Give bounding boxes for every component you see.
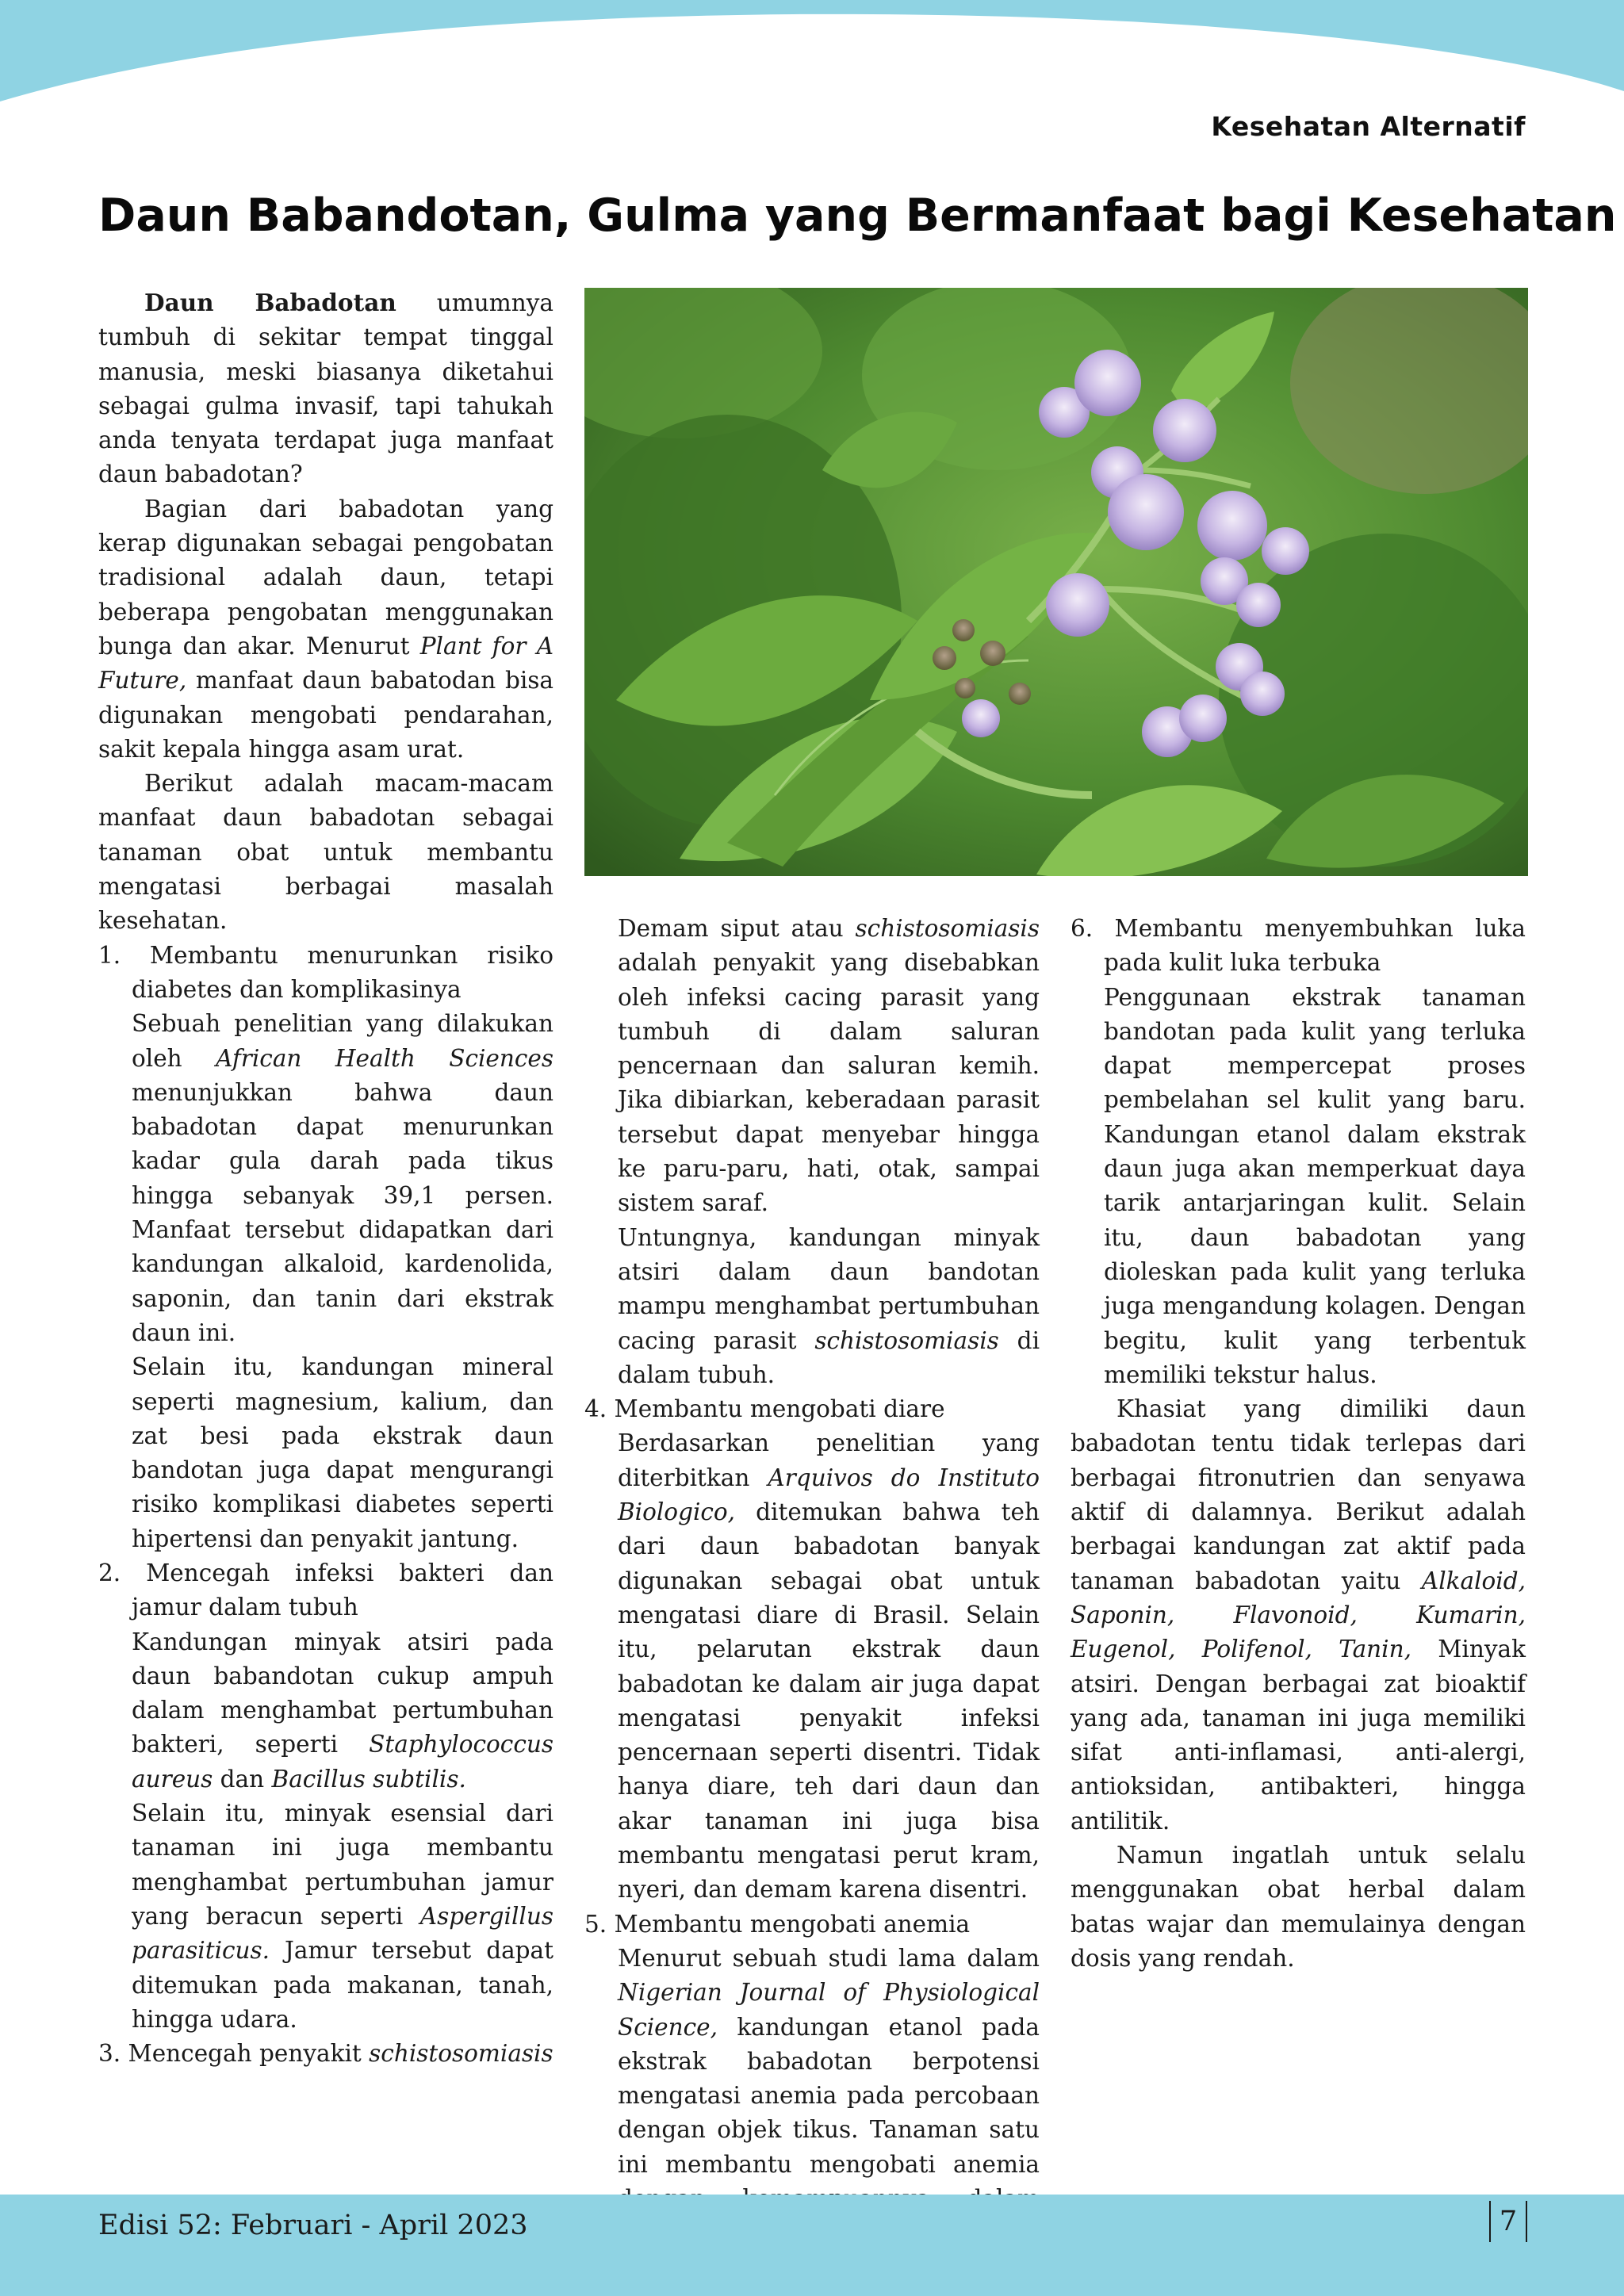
italic-text: Plant for A Future, [98, 632, 553, 695]
article-paragraph [98, 1556, 553, 1625]
text-run: Bagian dari babadotan yang kerap digunakan sebagai pengobatan tradisional adalah daun, tetapi beberapa pengobatan menggunakan bunga dan akar. Menurut [98, 495, 553, 660]
text-run: Sebuah penelitian yang dilakukan oleh [132, 1010, 553, 1072]
text-run: Selain itu, kandungan mineral seperti magnesium, kalium, dan zat besi pada ekstrak daun bandotan juga dapat mengurangi risiko komplikasi diabetes seperti hipertensi dan penyakit jantung. [132, 1353, 553, 1552]
text-run: di dalam tubuh. [618, 1326, 1040, 1388]
text-run: 6. Membantu menyembuhkan luka pada kulit luka terbuka [1071, 915, 1526, 977]
article-title: Daun Babandotan, Gulma yang Bermanfaat bagi Kesehatan [98, 189, 1617, 242]
column-2 [584, 912, 1040, 2285]
text-run: menunjukkan bahwa daun babadotan dapat menurunkan kadar gula darah pada tikus hingga sebanyak 39,1 persen. Manfaat tersebut didapatkan dari kandungan alkaloid, kardenolida, saponin, dan tanin dari ekstrak daun ini. [132, 1078, 553, 1346]
italic-text: Bacillus subtilis. [271, 1765, 466, 1793]
text-run: Khasiat yang dimiliki daun babadotan tentu tidak terlepas dari berbagai fitronutrien dan senyawa aktif di dalamnya. Berikut adalah berbagai kandungan zat aktif pada tanaman babadotan yaitu [1071, 1395, 1526, 1594]
article-paragraph [98, 1625, 553, 1797]
edition-label: Edisi 52: Februari - April 2023 [98, 2210, 528, 2241]
text-run: Kandungan minyak atsiri pada daun babandotan cukup ampuh dalam menghambat pertumbuhan bakteri, seperti [132, 1628, 553, 1758]
italic-text: Aspergillus parasiticus. [132, 1902, 553, 1965]
article-paragraph [98, 767, 553, 938]
italic-text: Staphylococcus aureus [132, 1731, 553, 1793]
text-run: Minyak atsiri. Dengan berbagai zat bioaktif yang ada, tanaman ini juga memiliki sifat anti-inflamasi, anti-alergi, antioksidan, antibakteri, hingga antilitik. [1071, 1636, 1526, 1835]
article-paragraph [98, 939, 553, 1008]
text-run: 3. Mencegah penyakit [98, 2040, 370, 2068]
article-paragraph [1071, 1839, 1526, 1976]
text-run: Berikut adalah macam-macam manfaat daun babadotan sebagai tanaman obat untuk membantu mengatasi berbagai masalah kesehatan. [98, 770, 553, 935]
text-run: Selain itu, minyak esensial dari tanaman ini juga membantu menghambat pertumbuhan jamur yang beracun seperti [132, 1800, 553, 1930]
column-1 [98, 285, 553, 2071]
italic-text: African Health Sciences [216, 1044, 554, 1072]
column-3 [1071, 912, 1526, 1976]
article-paragraph [1071, 912, 1526, 981]
plant-photo [584, 288, 1528, 876]
article-paragraph [584, 1426, 1040, 1907]
article-paragraph [98, 1797, 553, 2037]
text-run: Demam siput atau [618, 915, 856, 942]
article-paragraph [98, 492, 553, 767]
article-paragraph [98, 285, 553, 492]
article-paragraph [98, 2037, 553, 2071]
article-paragraph [584, 1392, 1040, 1426]
text-run: 4. Membantu mengobati diare [584, 1395, 945, 1423]
article-paragraph [584, 912, 1040, 1221]
article-paragraph [584, 1221, 1040, 1392]
text-run: 2. Mencegah infeksi bakteri dan jamur dalam tubuh [98, 1559, 553, 1621]
article-paragraph [1071, 981, 1526, 1393]
text-run: ditemukan bahwa teh dari daun babadotan banyak digunakan sebagai obat untuk mengatasi diare di Brasil. Selain itu, pelarutan ekstrak daun babadotan ke dalam air juga dapat mengatasi penyakit infeksi pencernaan seperti disentri. Tidak hanya diare, teh dari daun dan akar tanaman ini juga bisa membantu mengatasi perut kram, nyeri, dan demam karena disentri. [618, 1498, 1040, 1904]
text-run: kandungan etanol pada ekstrak babadotan berpotensi mengatasi anemia pada percobaan dengan objek tikus. Tanaman satu ini membantu mengobati anemia [618, 2013, 1040, 2178]
text-run: Untungnya, kandungan minyak atsiri dalam daun bandotan mampu menghambat pertumbuhan cacing parasit [618, 1223, 1040, 1354]
italic-text: Arquivos do Instituto Biologico, [618, 1464, 1040, 1526]
text-run: dan [213, 1765, 272, 1793]
text-run: 1. Membantu menurunkan risiko diabetes dan komplikasinya [98, 941, 553, 1003]
italic-text: Nigerian Journal of Physiological Science, [618, 1979, 1040, 2041]
text-run: Penggunaan ekstrak tanaman bandotan pada kulit yang terluka dapat mempercepat proses pembelahan sel kulit yang baru. Kandungan etanol dalam ekstrak daun juga akan memperkuat daya tarik antarjaringan kulit. Selain itu, daun babadotan yang dioleskan pada kulit yang terluka juga mengandung kolagen. Dengan begitu, kulit yang terbentuk memiliki tekstur halus. [1104, 983, 1526, 1388]
article-paragraph [1071, 1392, 1526, 1839]
text-run: Berdasarkan penelitian yang diterbitkan [618, 1429, 1040, 1491]
article-paragraph [98, 1350, 553, 1556]
header-wave [0, 0, 1624, 111]
section-label: Kesehatan Alternatif [1211, 111, 1526, 142]
text-run: Namun ingatlah untuk selalu menggunakan obat herbal dalam batas wajar dan memulainya dengan dosis yang rendah. [1071, 1842, 1526, 1972]
text-run: 5. Membantu mengobati anemia [584, 1910, 971, 1938]
babadotan-plant-illustration [584, 288, 1528, 876]
text-run: Jamur tersebut dapat ditemukan pada makanan, tanah, hingga udara. [132, 1937, 553, 2033]
article-paragraph [584, 1908, 1040, 1942]
text-run: adalah penyakit yang disebabkan oleh infeksi cacing parasit yang tumbuh di dalam saluran pencernaan dan saluran kemih. Jika dibiarkan, keberadaan parasit tersebut dapat menyebar hingga ke paru-paru, hati, otak, sampai sistem saraf. [618, 949, 1040, 1217]
text-run: umumnya tumbuh di sekitar tempat tinggal manusia, meski biasanya diketahui sebagai gulma invasif, tapi tahukah anda tenyata terdapat juga manfaat daun babadotan? [98, 289, 553, 488]
italic-text: schistosomiasis [855, 915, 1040, 942]
article-paragraph [98, 1007, 553, 1350]
italic-text: schistosomiasis [369, 2040, 553, 2068]
italic-text: schistosomiasis [814, 1326, 999, 1354]
text-run: Menurut sebuah studi lama dalam [618, 1944, 1040, 1972]
italic-text: Alkaloid, Saponin, Flavonoid, Kumarin, Eugenol, Polifenol, Tanin, [1071, 1567, 1526, 1663]
text-run: manfaat daun babatodan bisa digunakan mengobati pendarahan, sakit kepala hingga asam urat. [98, 667, 553, 763]
page-number: 7 [1489, 2201, 1527, 2242]
bold-text: Daun Babadotan [144, 289, 396, 316]
